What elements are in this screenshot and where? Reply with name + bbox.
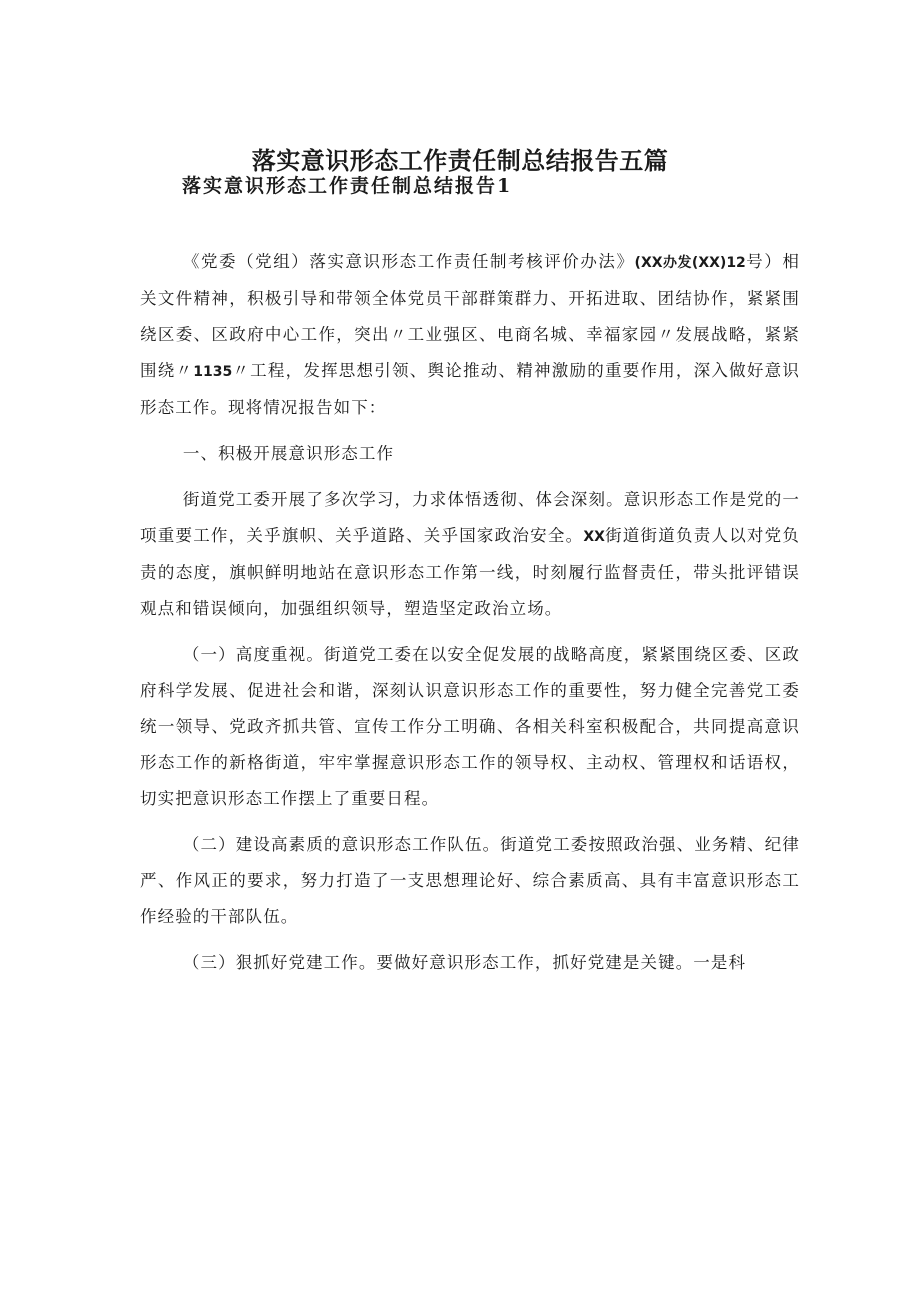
paragraph-3: （一）高度重视。街道党工委在以安全促发展的战略高度，紧紧围绕区委、区政府科学发展、促进社会和谐，深刻认识意识形态工作的重要性，努力健全完善党工委统一领导、党政齐抓共管、宣传工作分工明确、各相关科室积极配合，共同提高意识形态工作的新格街道，牢牢掌握意识形态工作的领导权、主动权、管理权和话语权，切实把意识形态工作摆上了重要日程。 — [140, 645, 800, 808]
paragraph-2-part-c: 街道街道负责人以对党负责的态度，旗帜鲜明地站在意识形态工作第一线，时刻履行监督责任，带头批评错误观点和错误倾向，加强组织领导，塑造坚定政治立场。 — [140, 526, 801, 618]
paragraph-2-part-a: 街道党工委开展了多次学习，力求体悟透彻、体会深刻。意识形态工作是党的一项重要工作，关乎旗帜、关乎道路、关乎国家政治安全。 — [140, 490, 800, 545]
paragraph-2-placeholder: XX — [583, 529, 605, 545]
paragraph-2 — [140, 482, 800, 627]
paragraph-1-part-a: 《党委（党组）落实意识形态工作责任制考核评价办法》 — [182, 252, 635, 271]
paragraph-1-part-e: 〃工程，发挥思想引领、舆论推动、精神激励的重要作用，深入做好意识形态工作。现将情况报告如下： — [140, 361, 800, 417]
paragraph-1-doc-number: (XX办发(XX)12 — [634, 255, 746, 271]
paragraph-1-part-c: 号）相关文件精神，积极引导和带领全体党员干部群策群力、开拓进取、团结协作，紧紧围绕区委、区政府中心工作，突出〃工业强区、电商名城、幸福家园〃发展战略，紧紧围绕〃 — [140, 252, 801, 380]
document-body — [140, 244, 800, 981]
paragraph-1 — [140, 244, 800, 426]
section-heading-1: 一、积极开展意识形态工作 — [182, 444, 395, 463]
document-title: 落实意识形态工作责任制总结报告五篇 — [251, 147, 669, 175]
paragraph-1-project-number: 1135 — [193, 364, 233, 380]
paragraph-5: （三）狠抓好党建工作。要做好意识形态工作，抓好党建是关键。一是科 — [182, 953, 747, 972]
paragraph-4: （二）建设高素质的意识形态工作队伍。街道党工委按照政治强、业务精、纪律严、作风正的要求，努力打造了一支思想理论好、综合素质高、具有丰富意识形态工作经验的干部队伍。 — [140, 835, 800, 926]
section-subtitle: 落实意识形态工作责任制总结报告1 — [182, 175, 513, 197]
